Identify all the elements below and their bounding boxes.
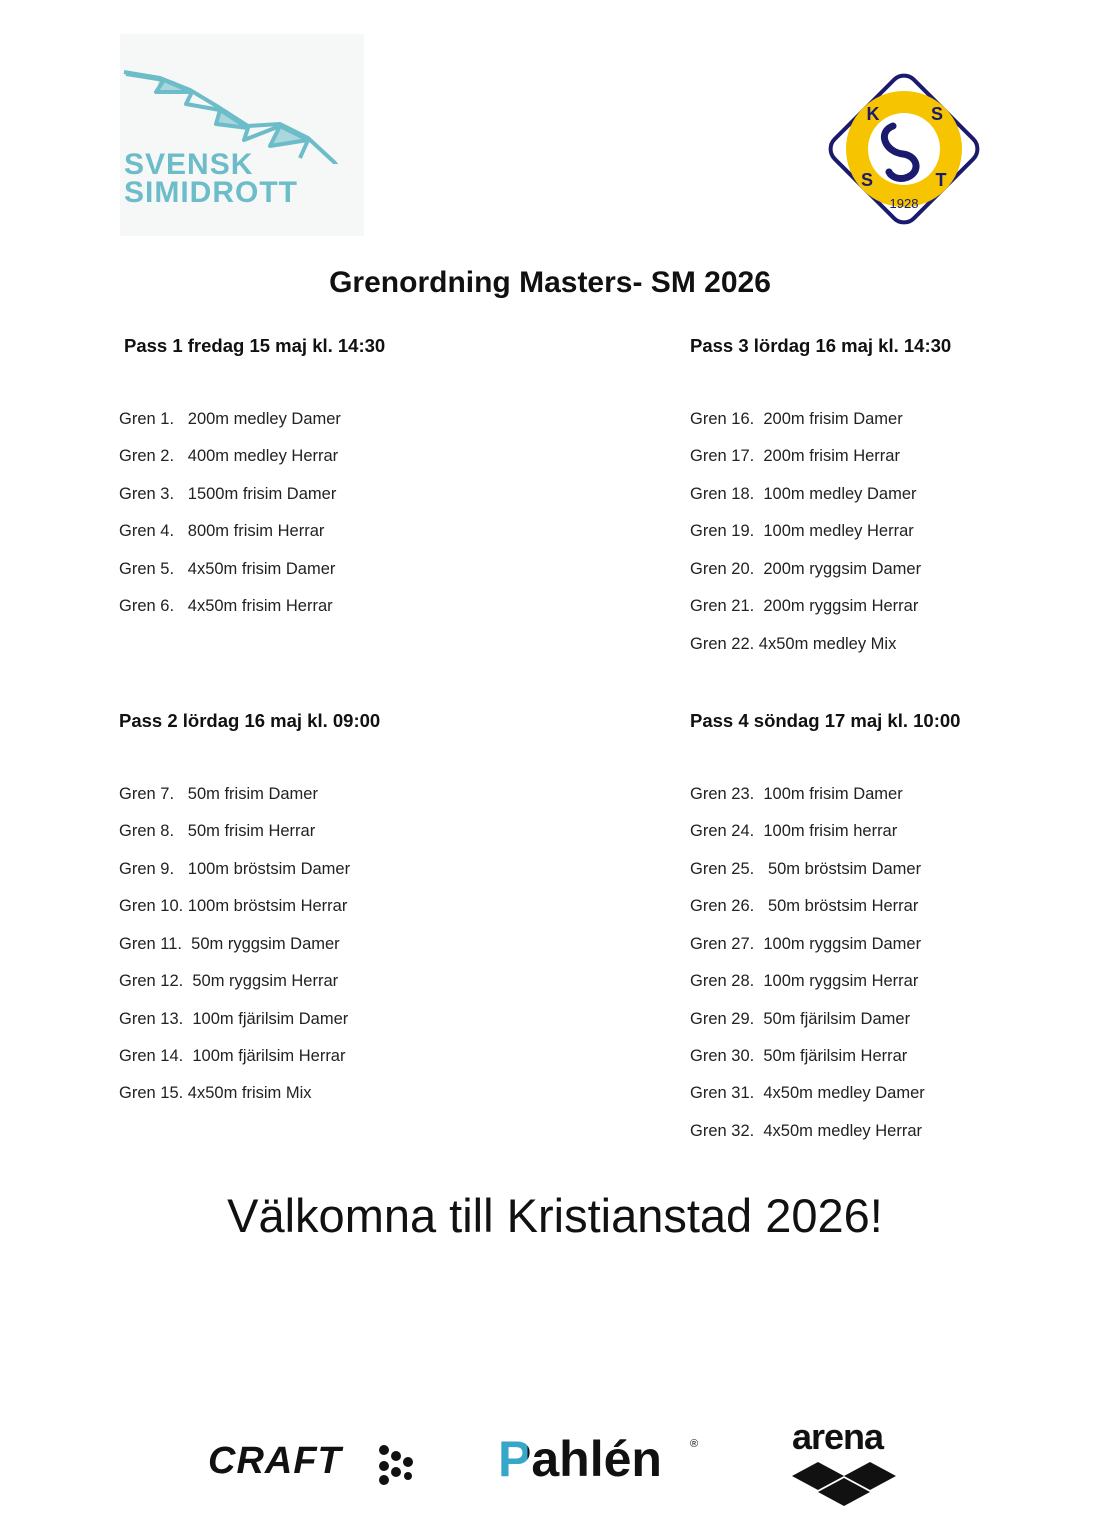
event-item: Gren 5. 4x50m frisim Damer (119, 560, 336, 578)
craft-logo-text: CRAFT (208, 1440, 342, 1482)
event-item: Gren 6. 4x50m frisim Herrar (119, 597, 333, 615)
logo-text-line2: SIMIDROTT (124, 176, 298, 209)
session-4-heading: Pass 4 söndag 17 maj kl. 10:00 (690, 710, 961, 731)
craft-logo (208, 1438, 422, 1490)
event-item: Gren 15. 4x50m frisim Mix (119, 1084, 312, 1102)
event-item: Gren 24. 100m frisim herrar (690, 822, 898, 840)
swimmer-wave-icon (120, 34, 364, 164)
event-item: Gren 29. 50m fjärilsim Damer (690, 1010, 911, 1028)
pahlen-logo (498, 1430, 708, 1494)
event-item: Gren 20. 200m ryggsim Damer (690, 560, 922, 578)
event-item: Gren 21. 200m ryggsim Herrar (690, 597, 919, 615)
session-3-heading: Pass 3 lördag 16 maj kl. 14:30 (690, 335, 952, 356)
event-item: Gren 9. 100m bröstsim Damer (119, 860, 351, 878)
event-item: Gren 28. 100m ryggsim Herrar (690, 972, 919, 990)
event-item: Gren 19. 100m medley Herrar (690, 522, 914, 540)
event-item: Gren 25. 50m bröstsim Damer (690, 860, 922, 878)
event-item: Gren 17. 200m frisim Herrar (690, 447, 900, 465)
event-item: Gren 22. 4x50m medley Mix (690, 635, 897, 653)
event-item: Gren 7. 50m frisim Damer (119, 785, 318, 803)
logo-letter-k: K (866, 104, 880, 124)
arena-logo-text: arena (792, 1416, 884, 1457)
event-item: Gren 12. 50m ryggsim Herrar (119, 972, 339, 990)
event-item: Gren 27. 100m ryggsim Damer (690, 935, 922, 953)
event-item: Gren 13. 100m fjärilsim Damer (119, 1010, 349, 1028)
event-item: Gren 30. 50m fjärilsim Herrar (690, 1047, 908, 1065)
logo-year: 1928 (889, 196, 919, 211)
event-item: Gren 18. 100m medley Damer (690, 485, 917, 503)
arena-diamond-icon (786, 1460, 902, 1508)
page-title: Grenordning Masters- SM 2026 (329, 266, 771, 299)
kss-club-logo (815, 60, 993, 238)
logo-text-line1: SVENSK (124, 148, 254, 181)
registered-mark: ® (690, 1438, 699, 1450)
svensk-simidrott-logo (120, 34, 364, 236)
event-item: Gren 3. 1500m frisim Damer (119, 485, 337, 503)
welcome-text: Välkomna till Kristianstad 2026! (227, 1189, 883, 1242)
event-item: Gren 16. 200m frisim Damer (690, 410, 903, 428)
event-item: Gren 31. 4x50m medley Damer (690, 1084, 925, 1102)
event-item: Gren 8. 50m frisim Herrar (119, 822, 316, 840)
event-item: Gren 23. 100m frisim Damer (690, 785, 903, 803)
session-2-heading: Pass 2 lördag 16 maj kl. 09:00 (119, 710, 381, 731)
logo-letter-t: T (935, 170, 947, 190)
logo-letter-s1: S (930, 104, 944, 124)
arena-logo (786, 1416, 902, 1508)
pahlen-logo-text: Pahlén (498, 1431, 662, 1487)
event-item: Gren 14. 100m fjärilsim Herrar (119, 1047, 346, 1065)
session-1-heading: Pass 1 fredag 15 maj kl. 14:30 (124, 335, 386, 356)
event-item: Gren 2. 400m medley Herrar (119, 447, 339, 465)
event-item: Gren 10. 100m bröstsim Herrar (119, 897, 348, 915)
logo-letter-s2: S (860, 170, 874, 190)
event-item: Gren 4. 800m frisim Herrar (119, 522, 325, 540)
event-item: Gren 32. 4x50m medley Herrar (690, 1122, 923, 1140)
event-item: Gren 1. 200m medley Damer (119, 410, 341, 428)
event-item: Gren 11. 50m ryggsim Damer (119, 935, 340, 953)
craft-dots-icon (374, 1442, 420, 1486)
event-item: Gren 26. 50m bröstsim Herrar (690, 897, 919, 915)
